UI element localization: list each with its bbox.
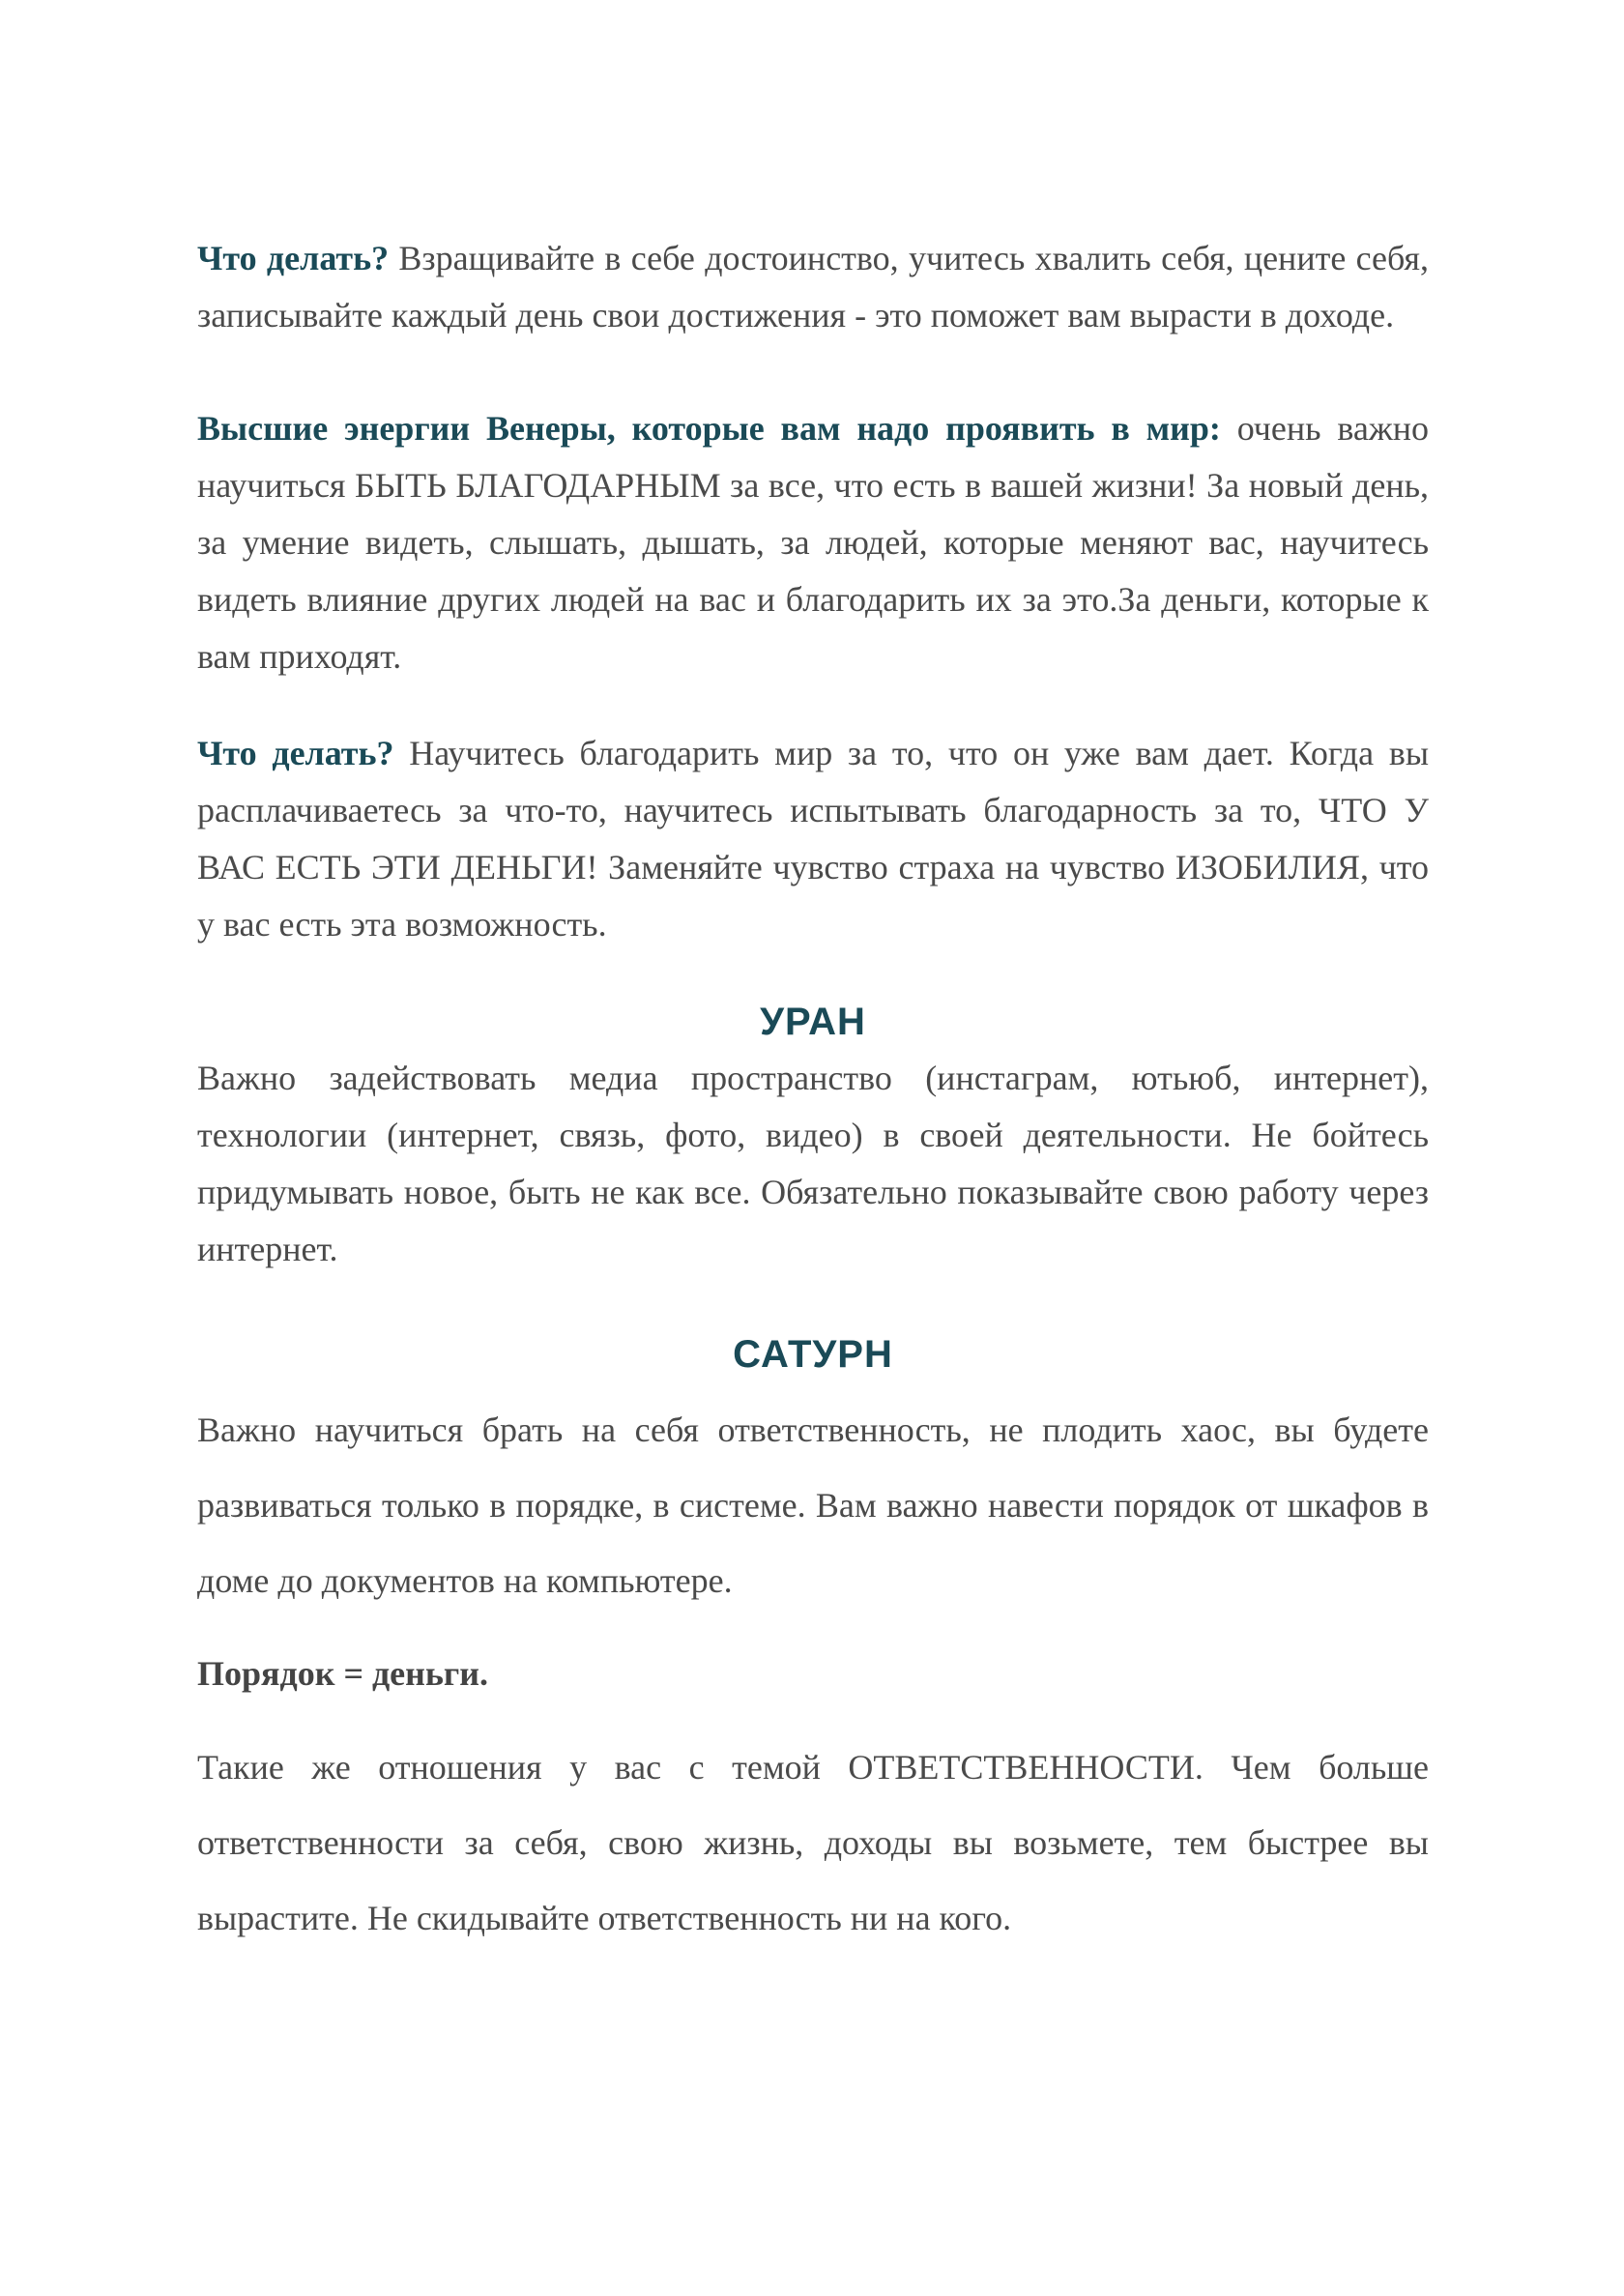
lead-what-to-do-1: Что делать? [197,239,390,277]
paragraph-what-to-do-2 [197,725,1429,953]
text-what-to-do-2: Научитесь благодарить мир за то, что он уже вам дает. Когда вы расплачиваетесь за что-то, научитесь испытывать благодарность за то, ЧТО У ВАС ЕСТЬ ЭТИ ДЕНЬГИ! Заменяйте чувство страха на чувство ИЗОБИЛИЯ, что у вас есть эта возможность. [197,734,1430,944]
text-venus-energies: очень важно научиться БЫТЬ БЛАГОДАРНЫМ за все, что есть в вашей жизни! За новый день, за умение видеть, слышать, дышать, за людей, которые меняют вас, научитесь видеть влияние других людей на вас и благодарить их за это.За деньги, которые к вам приходят. [197,409,1429,676]
text-uranus: Важно задействовать медиа пространство (инстаграм, ютьюб, интернет), технологии (интернет, связь, фото, видео) в своей деятельности. Не бойтесь придумывать новое, быть не как все. Обязательно показывайте свою работу через интернет. [197,1059,1429,1268]
formula-order-money: Порядок = деньги. [197,1654,489,1693]
paragraph-saturn [197,1392,1429,1618]
paragraph-what-to-do-1 [197,230,1429,344]
lead-venus-energies: Высшие энергии Венеры, которые вам надо проявить в мир: [197,409,1221,448]
paragraph-order-money [197,1645,1429,1702]
paragraph-venus-energies [197,400,1429,685]
page-content [197,230,1429,1956]
paragraph-responsibility [197,1729,1429,1956]
heading-uranus: УРАН [760,1001,866,1043]
text-what-to-do-1: Взращивайте в себе достоинство, учитесь хвалить себя, цените себя, записывайте каждый день свои достижения - это поможет вам вырасти в доходе. [197,239,1429,334]
heading-saturn: САТУРН [733,1333,893,1376]
lead-what-to-do-2: Что делать? [197,734,394,772]
text-saturn: Важно научиться брать на себя ответственность, не плодить хаос, вы будете развиваться только в порядке, в системе. Вам важно навести порядок от шкафов в доме до документов на компьютере. [197,1410,1429,1600]
text-responsibility: Такие же отношения у вас с темой ОТВЕТСТВЕННОСТИ. Чем больше ответственности за себя, свою жизнь, доходы вы возьмете, тем быстрее вы вырастите. Не скидывайте ответственность ни на кого. [197,1748,1429,1937]
paragraph-uranus [197,1050,1429,1278]
